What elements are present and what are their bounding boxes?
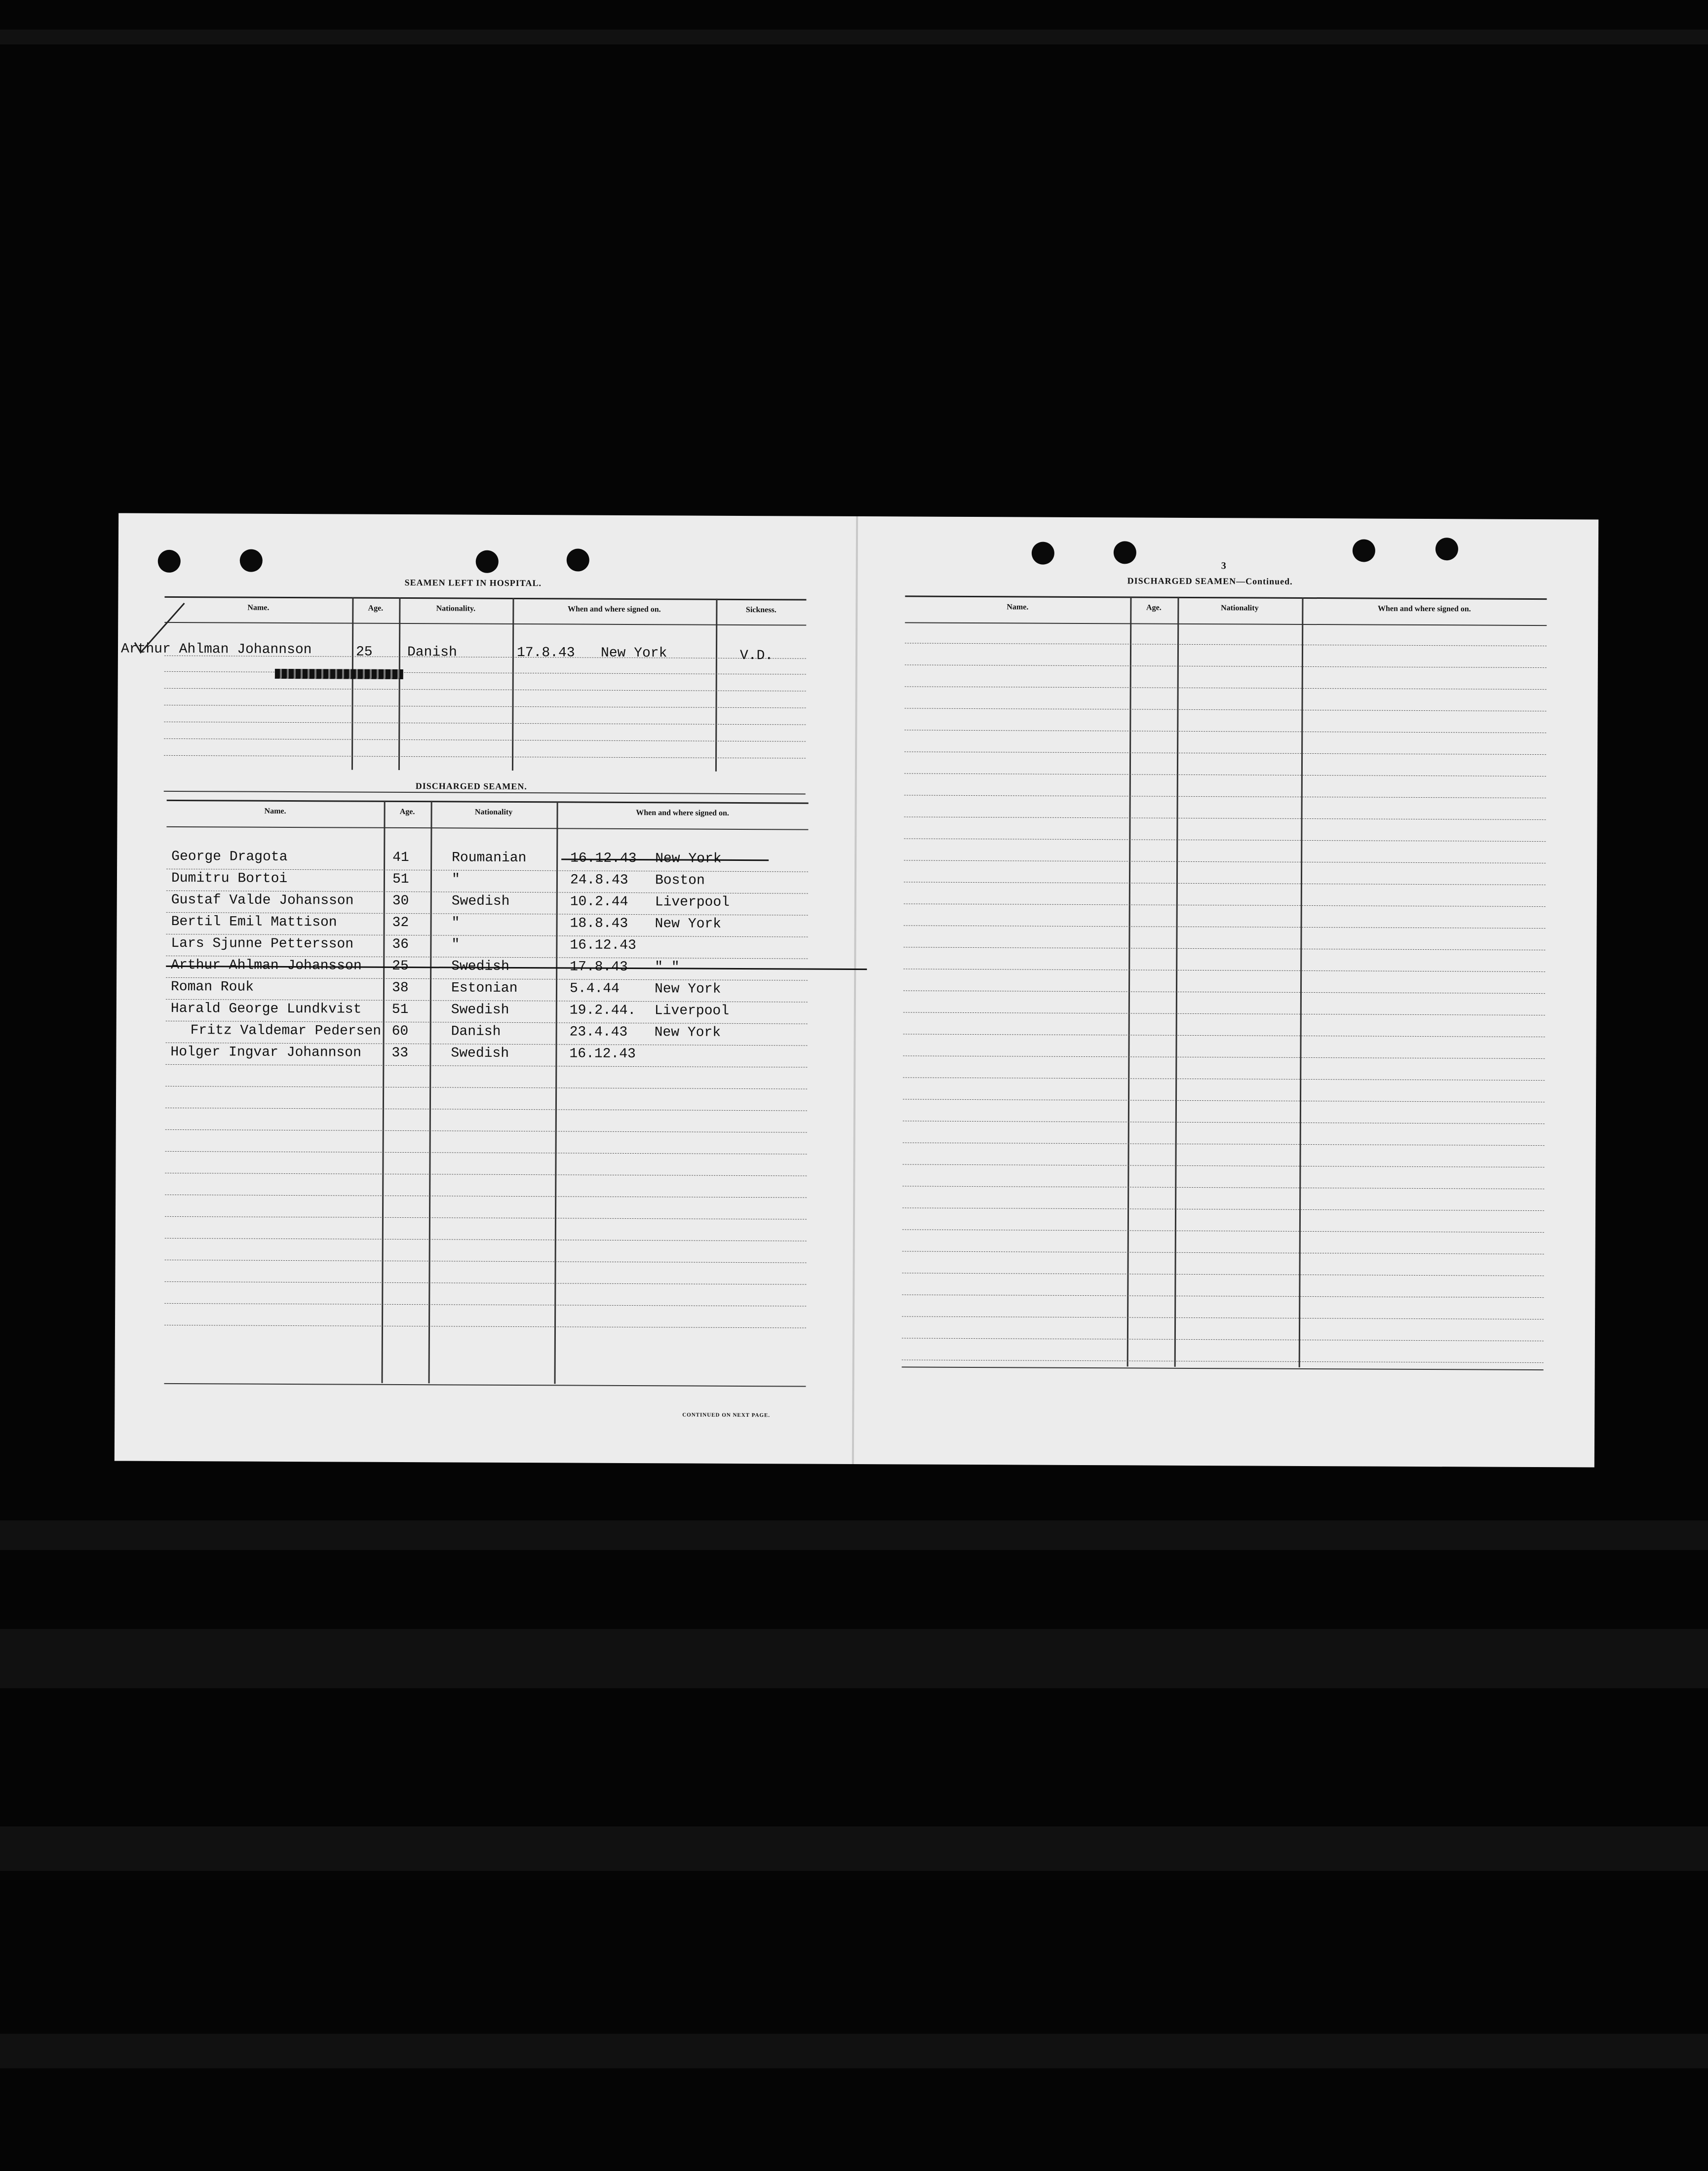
film-streak xyxy=(0,30,1708,44)
right-header-name: Name. xyxy=(1007,603,1029,612)
discharged-age: 41 xyxy=(392,850,409,866)
discharged-nationality: " xyxy=(451,937,460,953)
discharged-header-nationality: Nationality xyxy=(474,808,513,816)
row-rule xyxy=(903,1142,1545,1146)
discharged-date: 23.4.43 xyxy=(569,1024,628,1040)
film-streak xyxy=(0,1629,1708,1688)
row-rule xyxy=(904,882,1546,885)
right-section-title: DISCHARGED SEAMEN—Continued. xyxy=(1127,576,1293,586)
row-rule xyxy=(903,1077,1545,1081)
punch-hole xyxy=(1114,541,1136,564)
row-rule xyxy=(904,773,1546,776)
hospital-header-sickness: Sickness. xyxy=(745,606,776,615)
discharged-date: 16.12.43 xyxy=(569,1046,636,1062)
row-rule xyxy=(902,1294,1544,1298)
hospital-header-signed-on: When and where signed on. xyxy=(567,605,661,614)
discharged-nationality: Swedish xyxy=(451,1002,509,1018)
discharged-nationality: Swedish xyxy=(451,893,510,909)
row-rule xyxy=(903,990,1545,994)
row-rule xyxy=(904,816,1546,820)
discharged-age: 30 xyxy=(392,893,409,909)
discharged-nationality: Danish xyxy=(451,1024,501,1040)
discharged-name: Fritz Valdemar Pedersen xyxy=(190,1023,382,1039)
discharged-age: 36 xyxy=(392,936,409,953)
discharged-place: New York xyxy=(654,1025,721,1041)
right-header-nationality: Nationality xyxy=(1221,604,1259,613)
row-rule xyxy=(904,860,1546,863)
discharged-place: Boston xyxy=(655,873,705,889)
film-streak xyxy=(0,1826,1708,1871)
punch-hole xyxy=(158,550,181,573)
hospital-header-age: Age. xyxy=(368,604,384,613)
row-rule xyxy=(904,730,1546,733)
row-rule xyxy=(903,969,1545,972)
discharged-date: 17.8.43 xyxy=(570,959,628,975)
discharged-nationality: Roumanian xyxy=(452,850,527,866)
punch-hole xyxy=(1032,542,1054,565)
discharged-name: Arthur Ahlman Johansson xyxy=(171,957,362,974)
center-fold xyxy=(852,516,858,1464)
row-rule xyxy=(904,925,1546,929)
discharged-nationality: " xyxy=(451,872,460,888)
discharged-age: 32 xyxy=(392,915,409,931)
redaction-mark xyxy=(275,669,403,679)
discharged-age: 51 xyxy=(391,1002,409,1018)
row-rule xyxy=(902,1229,1544,1233)
discharged-header-name: Name. xyxy=(264,807,286,815)
discharged-section-title: DISCHARGED SEAMEN. xyxy=(415,781,527,792)
right-header-signed-on: When and where signed on. xyxy=(1378,604,1471,614)
hospital-header-name: Name. xyxy=(247,603,270,612)
check-mark-icon xyxy=(130,598,190,658)
discharged-age: 51 xyxy=(392,871,409,888)
discharged-date: 10.2.44 xyxy=(570,894,628,910)
discharged-header-age: Age. xyxy=(399,807,415,816)
discharged-place: Liverpool xyxy=(655,894,730,910)
hospital-sickness: V.D. xyxy=(739,648,774,664)
discharged-place: " " xyxy=(655,960,680,975)
film-streak xyxy=(0,1520,1708,1550)
discharged-place: Liverpool xyxy=(654,1003,730,1019)
hospital-signed-date: 17.8.43 xyxy=(516,645,575,661)
right-discharged-table xyxy=(901,595,1547,1418)
row-rule xyxy=(905,664,1547,668)
row-rule xyxy=(902,1186,1544,1189)
discharged-date: 24.8.43 xyxy=(570,872,628,888)
hospital-header-nationality: Nationality. xyxy=(436,604,476,613)
row-rule xyxy=(905,686,1547,690)
row-rule xyxy=(904,751,1546,755)
discharged-name: Lars Sjunne Pettersson xyxy=(171,935,354,952)
discharged-age: 60 xyxy=(391,1023,409,1040)
discharged-place: New York xyxy=(655,851,722,867)
row-rule xyxy=(904,838,1546,842)
row-rule xyxy=(904,795,1546,798)
discharged-place: New York xyxy=(655,916,722,932)
discharged-date: 16.12.43 xyxy=(570,937,636,954)
row-rule xyxy=(904,708,1546,711)
hospital-signed-place: New York xyxy=(600,645,667,661)
discharged-date: 18.8.43 xyxy=(570,916,628,931)
right-header-age: Age. xyxy=(1146,603,1162,612)
discharged-place: New York xyxy=(654,981,721,997)
row-rule xyxy=(903,1055,1545,1059)
row-rule xyxy=(902,1251,1544,1254)
discharged-name: Holger Ingvar Johannson xyxy=(170,1044,361,1061)
row-rule xyxy=(903,1099,1545,1102)
discharged-name: George Dragota xyxy=(171,849,288,865)
row-rule xyxy=(902,1207,1544,1211)
row-rule xyxy=(905,643,1547,646)
film-streak xyxy=(0,2034,1708,2068)
row-rule xyxy=(903,1012,1545,1015)
discharged-date: 16.12.43 xyxy=(570,851,637,867)
discharged-name: Harald George Lundkvist xyxy=(170,1001,362,1017)
discharged-name: Bertil Emil Mattison xyxy=(171,914,337,930)
row-rule xyxy=(904,903,1546,907)
discharged-nationality: Estonian xyxy=(451,980,518,997)
hospital-age: 25 xyxy=(355,644,373,660)
punch-hole xyxy=(1353,539,1375,562)
row-rule xyxy=(902,1359,1544,1363)
discharged-age: 25 xyxy=(392,958,409,974)
discharged-date: 19.2.44. xyxy=(569,1003,636,1019)
row-rule xyxy=(902,1164,1544,1167)
hospital-section-title: SEAMEN LEFT IN HOSPITAL. xyxy=(404,577,542,588)
discharged-name: Dumitru Bortoi xyxy=(171,870,288,887)
discharged-nationality: " xyxy=(451,915,460,931)
discharged-nationality: Swedish xyxy=(451,1046,509,1061)
discharged-name: Gustaf Valde Johansson xyxy=(171,892,354,909)
punch-hole xyxy=(476,550,499,573)
row-rule xyxy=(903,1034,1545,1037)
discharged-name: Roman Rouk xyxy=(170,979,254,995)
row-rule xyxy=(903,947,1545,950)
hospital-name: Arthur Ahlman Johannson xyxy=(120,641,312,658)
continued-footer: CONTINUED ON NEXT PAGE. xyxy=(682,1412,771,1419)
discharged-age: 33 xyxy=(391,1045,409,1061)
discharged-nationality: Swedish xyxy=(451,959,509,974)
row-rule xyxy=(903,1121,1545,1124)
hospital-table xyxy=(164,596,807,797)
row-rule xyxy=(902,1316,1544,1319)
row-rule xyxy=(902,1273,1544,1276)
discharged-age: 38 xyxy=(391,980,409,996)
punch-hole xyxy=(240,549,263,572)
document-sheet xyxy=(115,513,1598,1467)
page-number: 3 xyxy=(1221,560,1226,572)
punch-hole xyxy=(1436,538,1458,560)
discharged-header-signed-on: When and where signed on. xyxy=(636,809,729,817)
punch-hole xyxy=(567,548,589,571)
discharged-date: 5.4.44 xyxy=(569,981,620,997)
row-rule xyxy=(902,1338,1544,1341)
hospital-nationality: Danish xyxy=(407,645,457,660)
